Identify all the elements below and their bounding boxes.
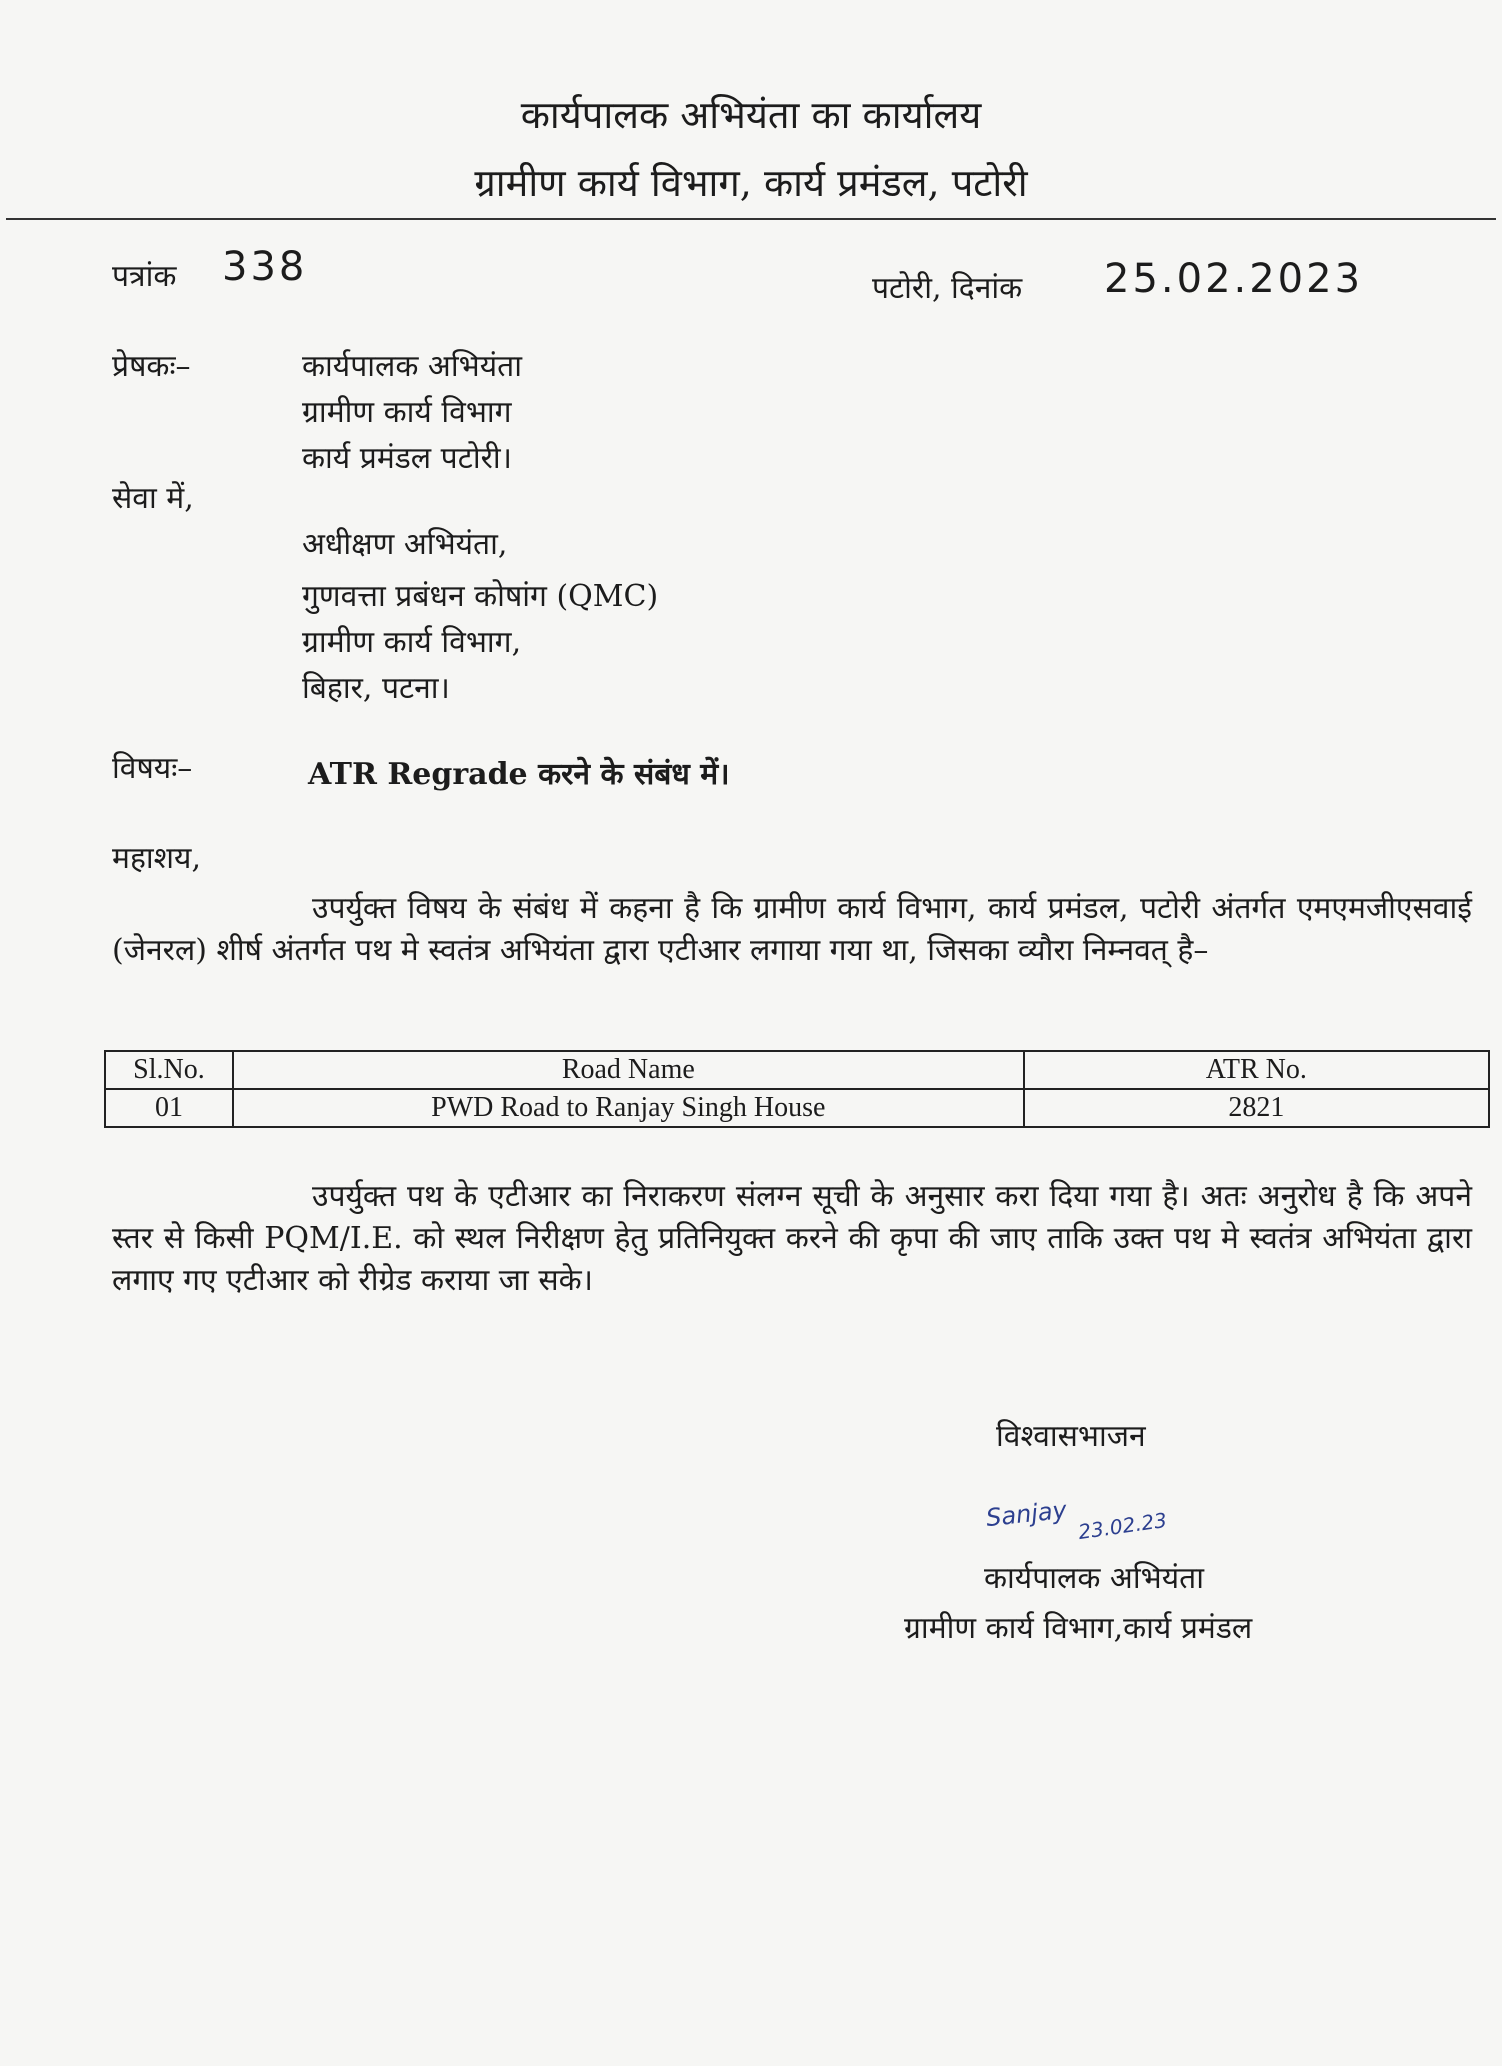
table-cell: 01: [105, 1089, 233, 1127]
subject-label: विषयः–: [112, 751, 193, 786]
column-header: ATR No.: [1024, 1051, 1489, 1089]
sender-line: ग्रामीण कार्य विभाग: [302, 395, 512, 430]
salutation: महाशय,: [112, 841, 201, 876]
ref-number: 338: [222, 244, 308, 290]
sender-line: कार्यपालक अभियंता: [302, 349, 522, 384]
closing: विश्वासभाजन: [996, 1419, 1146, 1454]
recipient-label: सेवा में,: [112, 481, 194, 516]
body-paragraph-1: [112, 888, 1472, 972]
recipient-line: बिहार, पटना।: [302, 671, 450, 706]
signature-date: 23.02.23: [1076, 1507, 1169, 1545]
table-header-row: [105, 1051, 1489, 1089]
column-header: Sl.No.: [105, 1051, 233, 1089]
header-divider: [6, 218, 1496, 220]
table-cell: PWD Road to Ranjay Singh House: [233, 1089, 1024, 1127]
table-row: [105, 1089, 1489, 1127]
sender-label: प्रेषकः–: [112, 349, 191, 384]
column-header: Road Name: [233, 1051, 1024, 1089]
date-label: पटोरी, दिनांक: [872, 271, 1023, 306]
subject-text: ATR Regrade करने के संबंध में।: [308, 757, 730, 792]
paragraph-text: उपर्युक्त विषय के संबंध में कहना है कि ग्रामीण कार्य विभाग, कार्य प्रमंडल, पटोरी अंतर्गत एमएमजीएसवाई (जेनरल) शीर्ष अंतर्गत पथ मे स्वतंत्र अभियंता द्वारा एटीआर लगाया गया था, जिसका व्यौरा निम्नवत् है–: [112, 891, 1472, 968]
body-paragraph-2: [112, 1176, 1472, 1302]
ref-label: पत्रांक: [112, 259, 177, 294]
signatory-title: कार्यपालक अभियंता: [984, 1561, 1204, 1596]
sender-line: कार्य प्रमंडल पटोरी।: [302, 441, 513, 476]
table-cell: 2821: [1024, 1089, 1489, 1127]
handwritten-signature: Sanjay: [984, 1495, 1068, 1533]
office-heading: कार्यपालक अभियंता का कार्यालय: [520, 93, 982, 137]
paragraph-text: उपर्युक्त पथ के एटीआर का निराकरण संलग्न सूची के अनुसार करा दिया गया है। अतः अनुरोध है कि अपने स्तर से किसी PQM/I.E. को स्थल निरीक्षण हेतु प्रतिनियुक्त करने की कृपा की जाए ताकि उक्त पथ मे स्वतंत्र अभियंता द्वारा लगाए गए एटीआर को रीग्रेड कराया जा सके।: [112, 1179, 1472, 1298]
department-heading: ग्रामीण कार्य विभाग, कार्य प्रमंडल, पटोरी: [474, 161, 1028, 205]
recipient-line: गुणवत्ता प्रबंधन कोषांग (QMC): [302, 579, 659, 614]
atr-table: [104, 1050, 1490, 1128]
recipient-line: ग्रामीण कार्य विभाग,: [302, 625, 522, 660]
date-value: 25.02.2023: [1104, 256, 1364, 302]
signatory-office: ग्रामीण कार्य विभाग,कार्य प्रमंडल: [904, 1611, 1253, 1646]
recipient-line: अधीक्षण अभियंता,: [302, 527, 508, 562]
